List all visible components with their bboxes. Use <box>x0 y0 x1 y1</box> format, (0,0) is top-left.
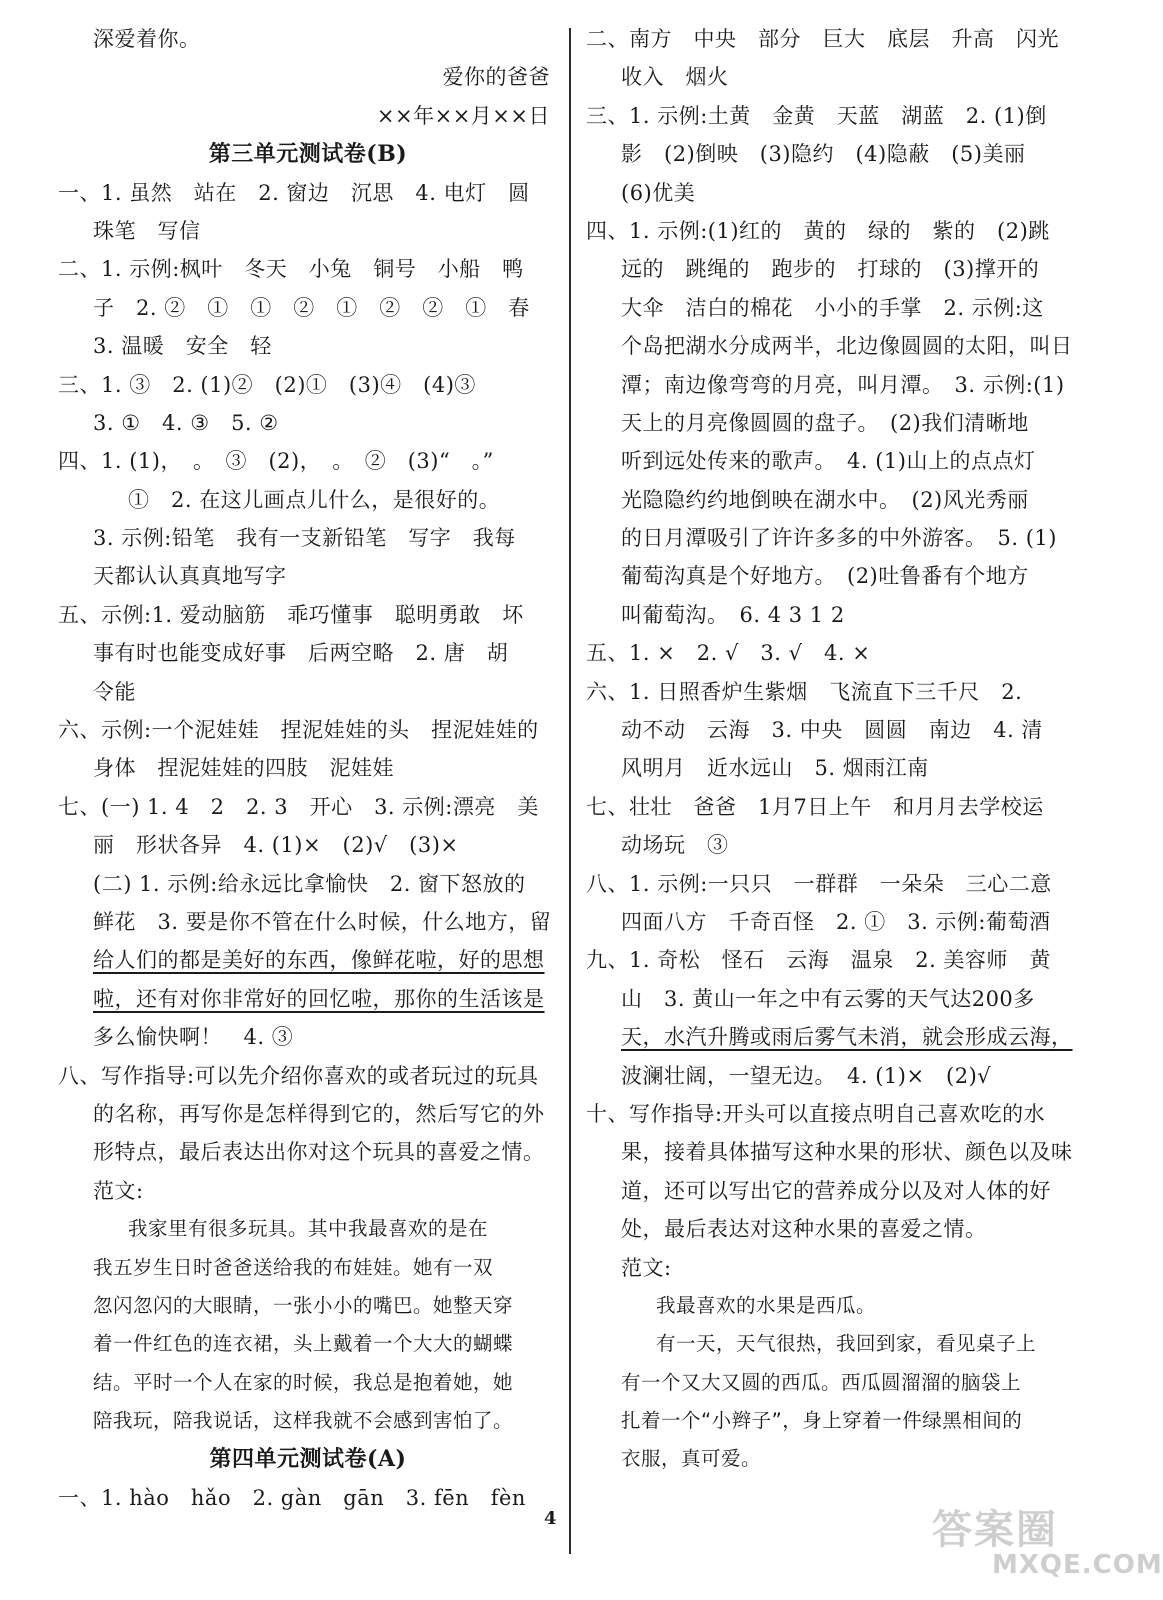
right-text-line: 范文: <box>621 1255 672 1280</box>
left-text-line: 八、写作指导:可以先介绍你喜欢的或者玩过的玩具 <box>58 1063 539 1088</box>
right-text-line: 八、1. 示例:一只只 一群群 一朵朵 三心二意 <box>586 871 1052 896</box>
right-text-line: 道，还可以写出它的营养成分以及对人体的好 <box>621 1178 1051 1203</box>
right-text-line: 处，最后表达对这种水果的喜爱之情。 <box>621 1217 987 1242</box>
left-text-line: 丽 形状各异 4. (1)× (2)√ (3)× <box>93 833 459 858</box>
left-text-line: 3. 示例:铅笔 我有一支新铅笔 写字 我每 <box>93 526 516 551</box>
left-section-title: 第四单元测试卷(A) <box>209 1446 407 1473</box>
right-text-line: 我最喜欢的水果是西瓜。 <box>656 1293 877 1317</box>
right-text-line: 九、1. 奇松 怪石 云海 温泉 2. 美容师 黄 <box>586 948 1051 973</box>
left-text-line: 七、(一) 1. 4 2 2. 3 开心 3. 示例:漂亮 美 <box>58 794 539 819</box>
right-text-line: 山 3. 黄山一年之中有云雾的天气达200多 <box>621 986 1035 1011</box>
left-text-line: 子 2. ② ① ① ② ① ② ② ① 春 <box>93 295 530 320</box>
left-text-line: 多么愉快啊！ 4. ③ <box>93 1025 294 1050</box>
left-text-line: (二) 1. 示例:给永远比拿愉快 2. 窗下怒放的 <box>93 871 526 896</box>
right-text-line: 收入 烟火 <box>621 65 729 90</box>
left-text-line: 爱你的爸爸 <box>442 65 550 90</box>
right-text-line: 五、1. × 2. √ 3. √ 4. × <box>586 641 871 666</box>
left-text-line: 三、1. ③ 2. (1)② (2)① (3)④ (4)③ <box>58 372 476 397</box>
right-text-line: 葡萄沟真是个好地方。 (2)吐鲁番有个地方 <box>621 564 1029 589</box>
right-text-line: 动不动 云海 3. 中央 圆圆 南边 4. 清 <box>621 718 1043 743</box>
right-text-line: 果，接着具体描写这种水果的形状、颜色以及味 <box>621 1140 1073 1165</box>
left-text-line: 四、1. (1)， 。 ③ (2)， 。 ② (3)“ 。” <box>58 449 494 474</box>
left-text-line: 令能 <box>93 679 136 704</box>
left-text-line: 珠笔 写信 <box>93 218 201 243</box>
right-text-line: 动场玩 ③ <box>621 833 729 858</box>
right-text-line: 六、1. 日照香炉生紫烟 飞流直下三千尺 2. <box>586 679 1023 704</box>
watermark-text-top: 答案圈 <box>932 1507 1058 1553</box>
left-text-line: 给人们的都是美好的东西，像鲜花啦，好的思想 <box>93 948 545 973</box>
left-text-line: ××年××月××日 <box>376 103 550 128</box>
column-divider <box>569 28 571 1554</box>
right-text-line: (6)优美 <box>621 180 696 205</box>
left-text-line: 二、1. 示例:枫叶 冬天 小兔 铜号 小船 鸭 <box>58 257 524 282</box>
left-text-line: 天都认认真真地写字 <box>93 564 287 589</box>
right-column <box>586 20 1104 1479</box>
left-text-line: 五、示例:1. 爱动脑筋 乖巧懂事 聪明勇敢 坏 <box>58 602 524 627</box>
right-text-line: 大伞 洁白的棉花 小小的手掌 2. 示例:这 <box>621 295 1044 320</box>
left-text-line: 范文: <box>93 1178 144 1203</box>
right-text-line: 天，水汽升腾或雨后雾气未消，就会形成云海， <box>621 1025 1073 1050</box>
right-text-line: 四面八方 千奇百怪 2. ① 3. 示例:葡萄酒 <box>621 909 1051 934</box>
right-text-line: 的日月潭吸引了许许多多的中外游客。 5. (1) <box>621 526 1057 551</box>
right-text-line: 听到远处传来的歌声。 4. (1)山上的点点灯 <box>621 449 1036 474</box>
left-text-line: ① 2. 在这儿画点儿什么，是很好的。 <box>128 487 501 512</box>
right-text-line: 扎着一个“小辫子”，身上穿着一件绿黑相间的 <box>621 1409 1023 1433</box>
left-text-line: 我家里有很多玩具。其中我最喜欢的是在 <box>128 1217 489 1241</box>
left-text-line: 结。平时一个人在家的时候，我总是抱着她，她 <box>93 1370 514 1394</box>
left-text-line: 啦，还有对你非常好的回忆啦，那你的生活该是 <box>93 986 545 1011</box>
right-text-line: 二、南方 中央 部分 巨大 底层 升高 闪光 <box>586 27 1059 51</box>
right-text-line: 有一个又大又圆的西瓜。西瓜圆溜溜的脑袋上 <box>621 1370 1022 1394</box>
right-text-line: 风明月 近水远山 5. 烟雨江南 <box>621 756 929 781</box>
right-text-line: 潭；南边像弯弯的月亮，叫月潭。 3. 示例:(1) <box>621 372 1065 397</box>
left-text-line: 形特点，最后表达出你对这个玩具的喜爱之情。 <box>93 1140 545 1165</box>
left-text-line: 3. 温暖 安全 轻 <box>93 334 272 359</box>
right-text-line: 天上的月亮像圆圆的盘子。 (2)我们清晰地 <box>621 410 1029 435</box>
left-text-line: 忽闪忽闪的大眼睛，一张小小的嘴巴。她整天穿 <box>93 1293 514 1317</box>
right-text-line: 叫葡萄沟。 6. 4 3 1 2 <box>621 602 845 627</box>
left-text-line: 我五岁生日时爸爸送给我的布娃娃。她有一双 <box>93 1255 494 1279</box>
right-text-line: 远的 跳绳的 跑步的 打球的 (3)撑开的 <box>621 257 1040 282</box>
right-text-line: 个岛把湖水分成两半，北边像圆圆的太阳，叫日 <box>621 334 1073 359</box>
left-section-title: 第三单元测试卷(B) <box>208 141 408 168</box>
left-column <box>58 20 558 1517</box>
left-text-line: 六、示例:一个泥娃娃 捏泥娃娃的头 捏泥娃娃的 <box>58 718 539 743</box>
right-text-line: 四、1. 示例:(1)红的 黄的 绿的 紫的 (2)跳 <box>586 218 1050 243</box>
watermark-logo <box>900 1498 1163 1598</box>
right-text-line: 光隐隐约约地倒映在湖水中。 (2)风光秀丽 <box>621 487 1029 512</box>
right-text-line: 十、写作指导:开头可以直接点明自己喜欢吃的水 <box>586 1101 1046 1126</box>
left-text-line: 着一件红色的连衣裙，头上戴着一个大大的蝴蝶 <box>93 1332 514 1356</box>
right-text-line: 影 (2)倒映 (3)隐约 (4)隐蔽 (5)美丽 <box>621 142 1026 167</box>
right-text-line: 三、1. 示例:土黄 金黄 天蓝 湖蓝 2. (1)倒 <box>586 103 1047 128</box>
left-text-line: 3. ① 4. ③ 5. ② <box>93 410 279 435</box>
watermark-text-bottom: MXQE.COM <box>992 1550 1163 1580</box>
right-text-line: 波澜壮阔，一望无边。 4. (1)× (2)√ <box>621 1063 992 1088</box>
left-text-line: 一、1. 虽然 站在 2. 窗边 沉思 4. 电灯 圆 <box>58 180 530 205</box>
left-text-line: 的名称，再写你是怎样得到它的，然后写它的外 <box>93 1101 545 1126</box>
left-text-line: 事有时也能变成好事 后两空略 2. 唐 胡 <box>93 641 509 666</box>
left-text-line: 一、1. hào hǎo 2. gàn gān 3. fēn fèn <box>58 1485 526 1510</box>
right-text-line: 有一天，天气很热，我回到家，看见桌子上 <box>656 1332 1037 1356</box>
right-text-line: 衣服，真可爱。 <box>621 1447 762 1471</box>
page-number: 4 <box>544 1508 557 1529</box>
left-text-line: 陪我玩，陪我说话，这样我就不会感到害怕了。 <box>93 1409 514 1433</box>
left-text-line: 深爱着你。 <box>93 27 201 51</box>
right-text-line: 七、壮壮 爸爸 1月7日上午 和月月去学校运 <box>586 794 1044 819</box>
left-text-line: 身体 捏泥娃娃的四肢 泥娃娃 <box>93 756 394 781</box>
left-text-line: 鲜花 3. 要是你不管在什么时候，什么地方，留 <box>93 909 552 934</box>
